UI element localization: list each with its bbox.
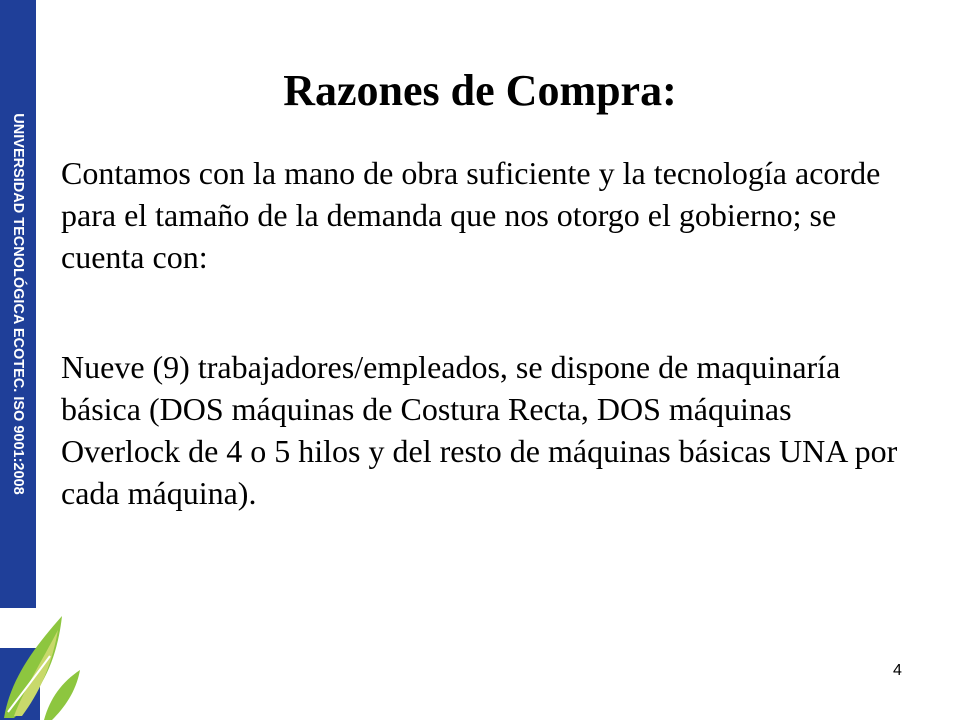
ecotec-leaf-logo-icon	[0, 612, 80, 720]
university-name-label: UNIVERSIDAD TECNOLÓGICA ECOTEC. ISO 9001:2008	[10, 113, 26, 495]
page-number: 4	[893, 662, 902, 679]
slide-title: Razones de Compra:	[283, 66, 677, 115]
body-paragraph-2: Nueve (9) trabajadores/empleados, se dispone de maquinaría básica (DOS máquinas de Costura Recta, DOS máquinas Overlock de 4 o 5 hilos y del resto de máquinas básicas UNA por cada máquina).	[61, 349, 898, 511]
body-paragraph-1: Contamos con la mano de obra suficiente y la tecnología acorde para el tamaño de la demanda que nos otorgo el gobierno; se cuenta con:	[61, 155, 881, 275]
